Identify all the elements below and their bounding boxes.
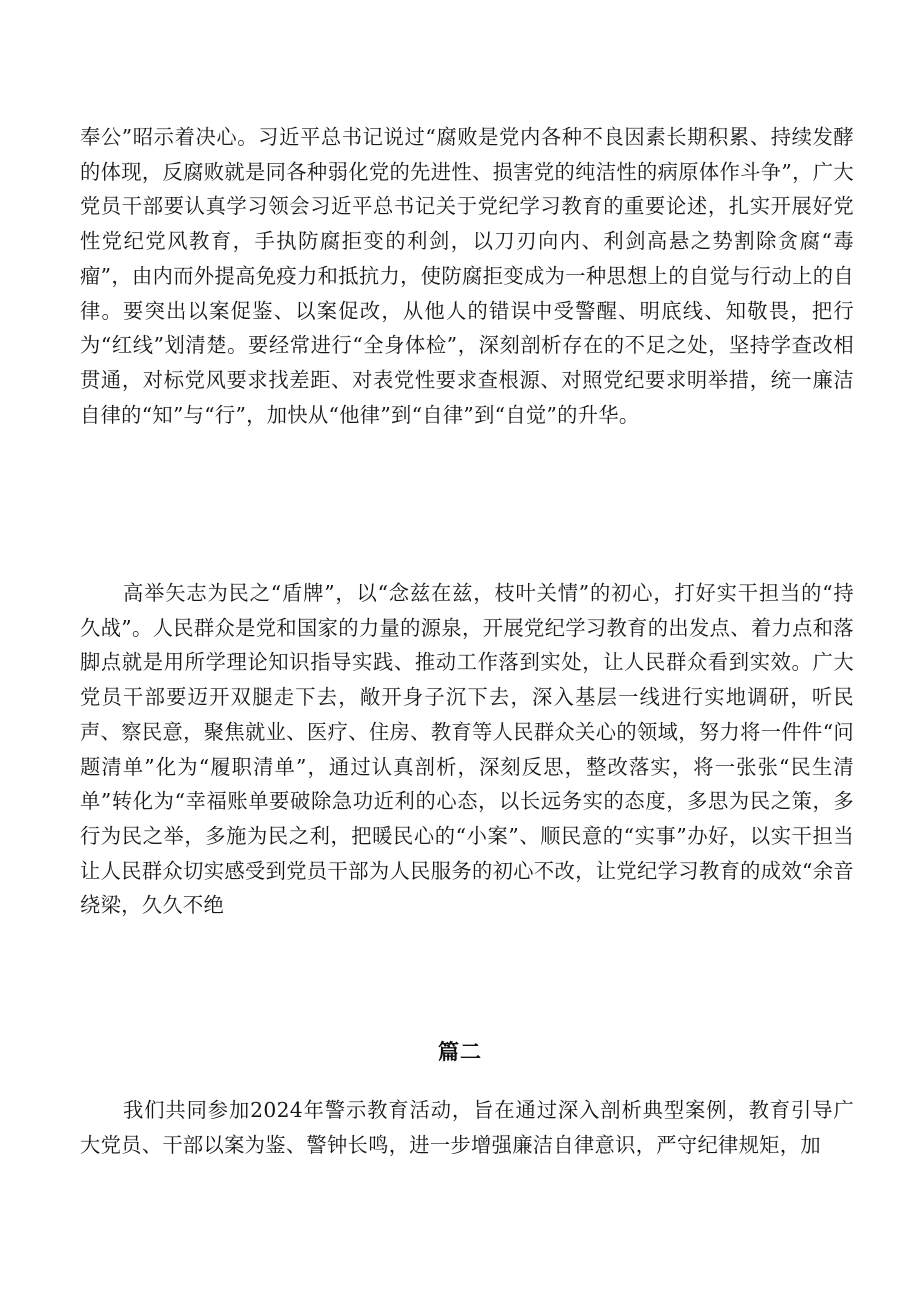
section-heading: 篇二 <box>438 1040 482 1064</box>
paragraph-1: 奉公”昭示着决心。习近平总书记说过“腐败是党内各种不良因素长期积累、持续发酵的体现，反腐败就是同各种弱化党的先进性、损害党的纯洁性的病原体作斗争”，广大党员干部要认真学习领会习近平总书记关于党纪学习教育的重要论述，扎实开展好党性党纪党风教育，手执防腐拒变的利剑，以刀刃向内、利剑高悬之势割除贪腐“毒瘤”，由内而外提高免疫力和抵抗力，使防腐拒变成为一种思想上的自觉与行动上的自律。要突出以案促鉴、以案促改，从他人的错误中受警醒、明底线、知敬畏，把行为“红线”划清楚。要经常进行“全身体检”，深刻剖析存在的不足之处，坚持学查改相贯通，对标党风要求找差距、对表党性要求查根源、对照党纪要求明举措，统一廉洁自律的“知”与“行”，加快从“他律”到“自律”到“自觉”的升华。 <box>80 125 854 427</box>
paragraph-2: 高举矢志为民之“盾牌”，以“念兹在兹，枝叶关情”的初心，打好实干担当的“持久战”。人民群众是党和国家的力量的源泉，开展党纪学习教育的出发点、着力点和落脚点就是用所学理论知识指导实践、推动工作落到实处，让人民群众看到实效。广大党员干部要迈开双腿走下去，敞开身子沉下去，深入基层一线进行实地调研，听民声、察民意，聚焦就业、医疗、住房、教育等人民群众关心的领域，努力将一件件“问题清单”化为“履职清单”，通过认真剖析，深刻反思，整改落实，将一张张“民生清单”转化为“幸福账单要破除急功近利的心态，以长远务实的态度，多思为民之策，多行为民之举，多施为民之利，把暖民心的“小案”、顺民意的“实事”办好，以实干担当让人民群众切实感受到党员干部为人民服务的初心不改，让党纪学习教育的成效“余音绕梁，久久不绝 <box>80 581 854 918</box>
paragraph-3: 我们共同参加2024年警示教育活动，旨在通过深入剖析典型案例，教育引导广大党员、干部以案为鉴、警钟长鸣，进一步增强廉洁自律意识，严守纪律规矩，加 <box>80 1098 854 1157</box>
